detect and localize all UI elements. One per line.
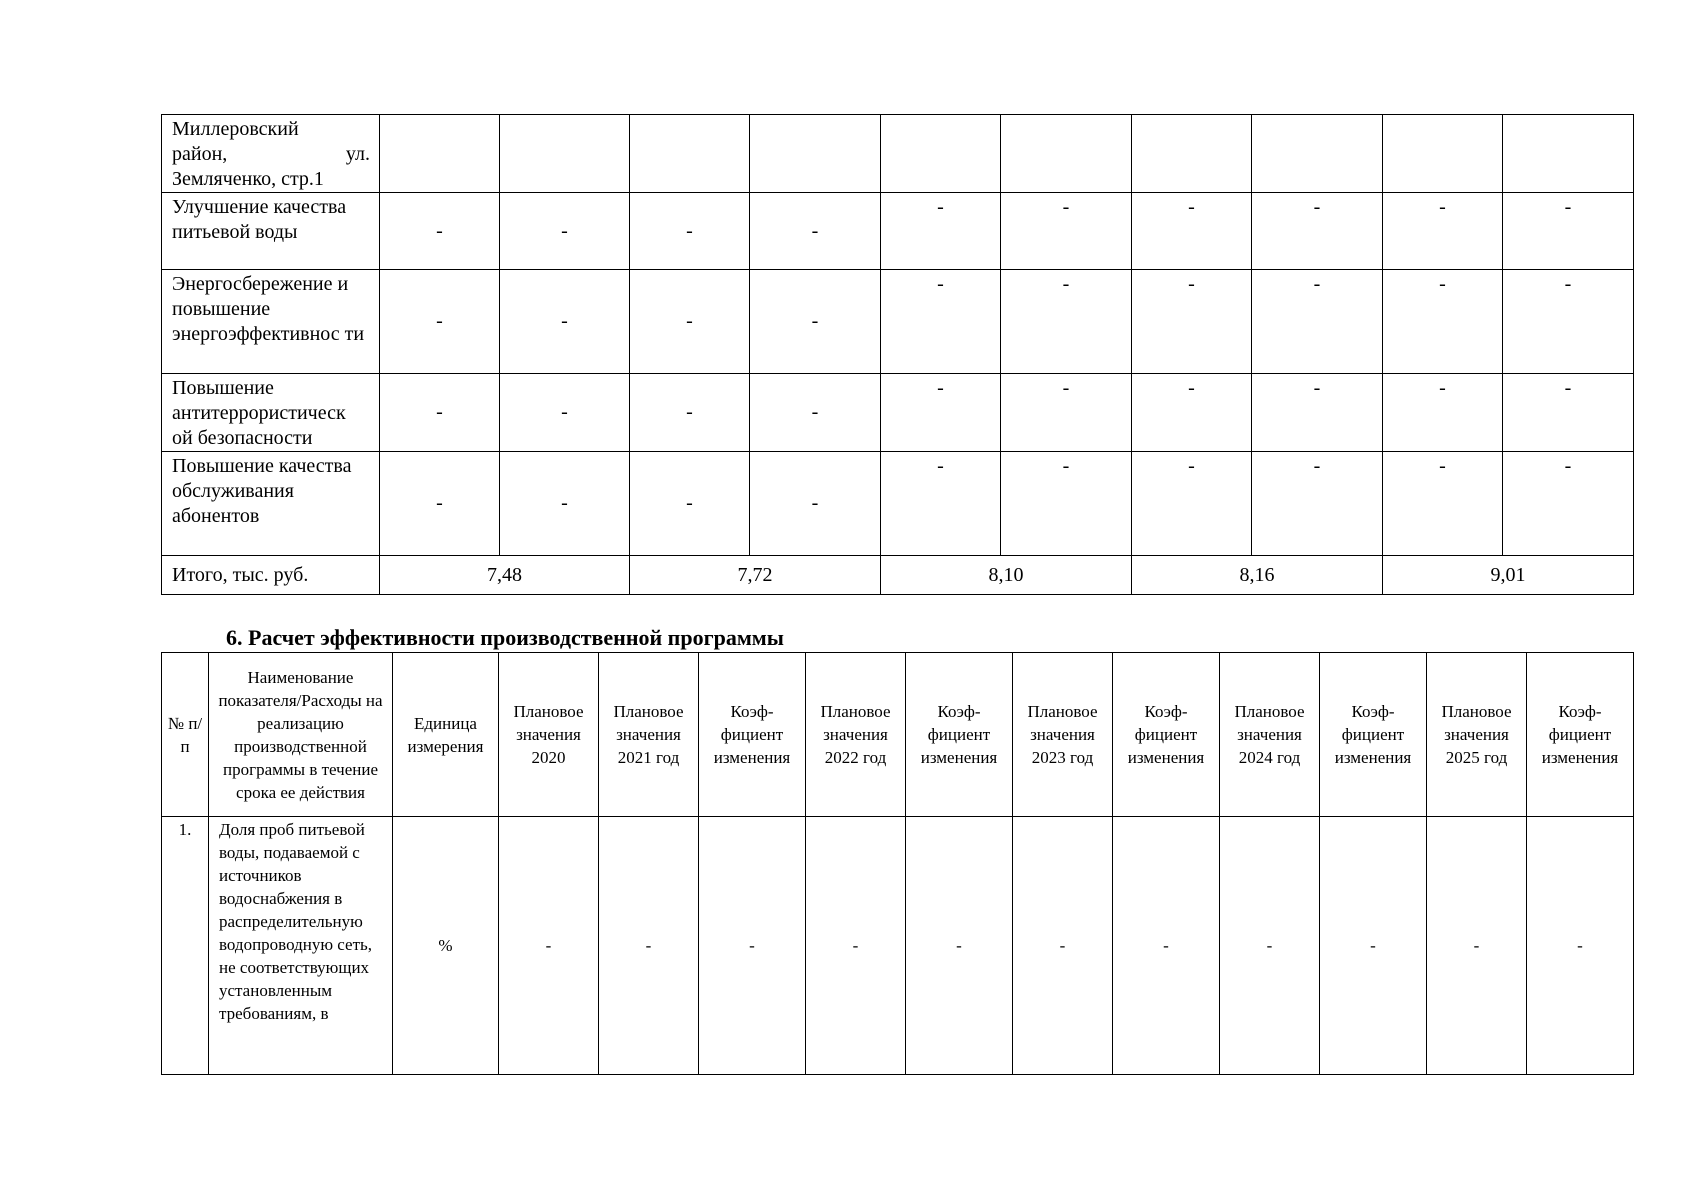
col-header-coef: Коэф-фициент изменения: [1527, 653, 1634, 817]
row-unit: %: [393, 817, 499, 1075]
value-cell: -: [1252, 452, 1383, 556]
value-cell: -: [1503, 193, 1634, 270]
value-cell: -: [1001, 452, 1132, 556]
value-cell: -: [630, 270, 750, 374]
value-cell: -: [1383, 270, 1503, 374]
col-header-number: № п/ п: [162, 653, 209, 817]
value-cell: -: [1383, 374, 1503, 452]
table-row: [162, 115, 1634, 193]
value-cell: -: [806, 817, 906, 1075]
value-cell: -: [1527, 817, 1634, 1075]
value-cell: -: [500, 193, 630, 270]
section-heading: 6. Расчет эффективности производственной программы: [226, 625, 784, 650]
total-value: 8,16: [1132, 556, 1383, 595]
value-cell: -: [630, 193, 750, 270]
empty-cell: [1503, 115, 1634, 193]
value-cell: -: [630, 452, 750, 556]
empty-cell: [1001, 115, 1132, 193]
value-cell: -: [1383, 193, 1503, 270]
value-cell: -: [1001, 270, 1132, 374]
col-header-name: Наименование показателя/Расходы на реализацию производственной программы в течение срока ее действия: [209, 653, 393, 817]
empty-cell: [1132, 115, 1252, 193]
col-header-coef: Коэф-фициент изменения: [1113, 653, 1220, 817]
value-cell: -: [1252, 270, 1383, 374]
label-word: район,: [172, 143, 228, 165]
table-row: [162, 270, 1634, 374]
table-row: [162, 374, 1634, 452]
value-cell: -: [380, 452, 500, 556]
value-cell: -: [750, 193, 881, 270]
value-cell: -: [380, 270, 500, 374]
row-number: 1.: [162, 817, 209, 1075]
value-cell: -: [906, 817, 1013, 1075]
value-cell: -: [1427, 817, 1527, 1075]
header-row: [162, 653, 1634, 817]
cost-table: [161, 114, 1634, 595]
value-cell: -: [881, 193, 1001, 270]
table-row: [162, 817, 1634, 1075]
value-cell: -: [1132, 270, 1252, 374]
table-row: [162, 193, 1634, 270]
value-cell: -: [599, 817, 699, 1075]
label-word: ул.: [345, 143, 370, 165]
empty-cell: [630, 115, 750, 193]
col-header-coef: Коэф-фициент изменения: [1320, 653, 1427, 817]
col-header-plan-2022: Плановое значения 2022 год: [806, 653, 906, 817]
label-line: [172, 142, 370, 167]
label-line: Миллеровский: [172, 118, 299, 140]
col-header-plan-2021: Плановое значения 2021 год: [599, 653, 699, 817]
label-line: Земляченко, стр.1: [172, 168, 324, 190]
value-cell: -: [499, 817, 599, 1075]
col-header-coef: Коэф-фициент изменения: [699, 653, 806, 817]
empty-cell: [1252, 115, 1383, 193]
row-name: Доля проб питьевой воды, подаваемой с источников водоснабжения в распределительную водопроводную сеть, не соответствующих установленным требованиям, в: [209, 817, 393, 1075]
total-value: 7,48: [380, 556, 630, 595]
row-label: Повышение антитеррористическ ой безопасности: [162, 374, 380, 452]
col-header-plan-2020: Плановое значения 2020: [499, 653, 599, 817]
value-cell: -: [881, 374, 1001, 452]
value-cell: -: [1252, 374, 1383, 452]
value-cell: -: [750, 374, 881, 452]
value-cell: -: [881, 452, 1001, 556]
col-header-plan-2024: Плановое значения 2024 год: [1220, 653, 1320, 817]
total-row: [162, 556, 1634, 595]
value-cell: -: [500, 452, 630, 556]
value-cell: -: [1001, 193, 1132, 270]
efficiency-table: [161, 652, 1634, 1075]
empty-cell: [881, 115, 1001, 193]
empty-cell: [380, 115, 500, 193]
value-cell: -: [1001, 374, 1132, 452]
value-cell: -: [1383, 452, 1503, 556]
value-cell: -: [1503, 452, 1634, 556]
value-cell: -: [1503, 374, 1634, 452]
value-cell: -: [881, 270, 1001, 374]
value-cell: -: [380, 193, 500, 270]
value-cell: -: [1252, 193, 1383, 270]
value-cell: -: [1113, 817, 1220, 1075]
value-cell: -: [750, 270, 881, 374]
value-cell: -: [1132, 452, 1252, 556]
row-label: Энергосбережение и повышение энергоэффективнос ти: [162, 270, 380, 374]
table-row: [162, 452, 1634, 556]
value-cell: -: [1132, 374, 1252, 452]
value-cell: -: [699, 817, 806, 1075]
value-cell: -: [1320, 817, 1427, 1075]
empty-cell: [500, 115, 630, 193]
row-label-address: [162, 115, 380, 193]
value-cell: -: [630, 374, 750, 452]
value-cell: -: [1132, 193, 1252, 270]
col-header-unit: Единица измерения: [393, 653, 499, 817]
value-cell: -: [1013, 817, 1113, 1075]
value-cell: -: [500, 270, 630, 374]
total-value: 7,72: [630, 556, 881, 595]
col-header-coef: Коэф-фициент изменения: [906, 653, 1013, 817]
total-value: 9,01: [1383, 556, 1634, 595]
value-cell: -: [1503, 270, 1634, 374]
value-cell: -: [500, 374, 630, 452]
empty-cell: [750, 115, 881, 193]
row-label: Повышение качества обслуживания абонентов: [162, 452, 380, 556]
value-cell: -: [1220, 817, 1320, 1075]
total-label: Итого, тыс. руб.: [162, 556, 380, 595]
col-header-plan-2023: Плановое значения 2023 год: [1013, 653, 1113, 817]
value-cell: -: [750, 452, 881, 556]
total-value: 8,10: [881, 556, 1132, 595]
col-header-plan-2025: Плановое значения 2025 год: [1427, 653, 1527, 817]
value-cell: -: [380, 374, 500, 452]
empty-cell: [1383, 115, 1503, 193]
row-label: Улучшение качества питьевой воды: [162, 193, 380, 270]
